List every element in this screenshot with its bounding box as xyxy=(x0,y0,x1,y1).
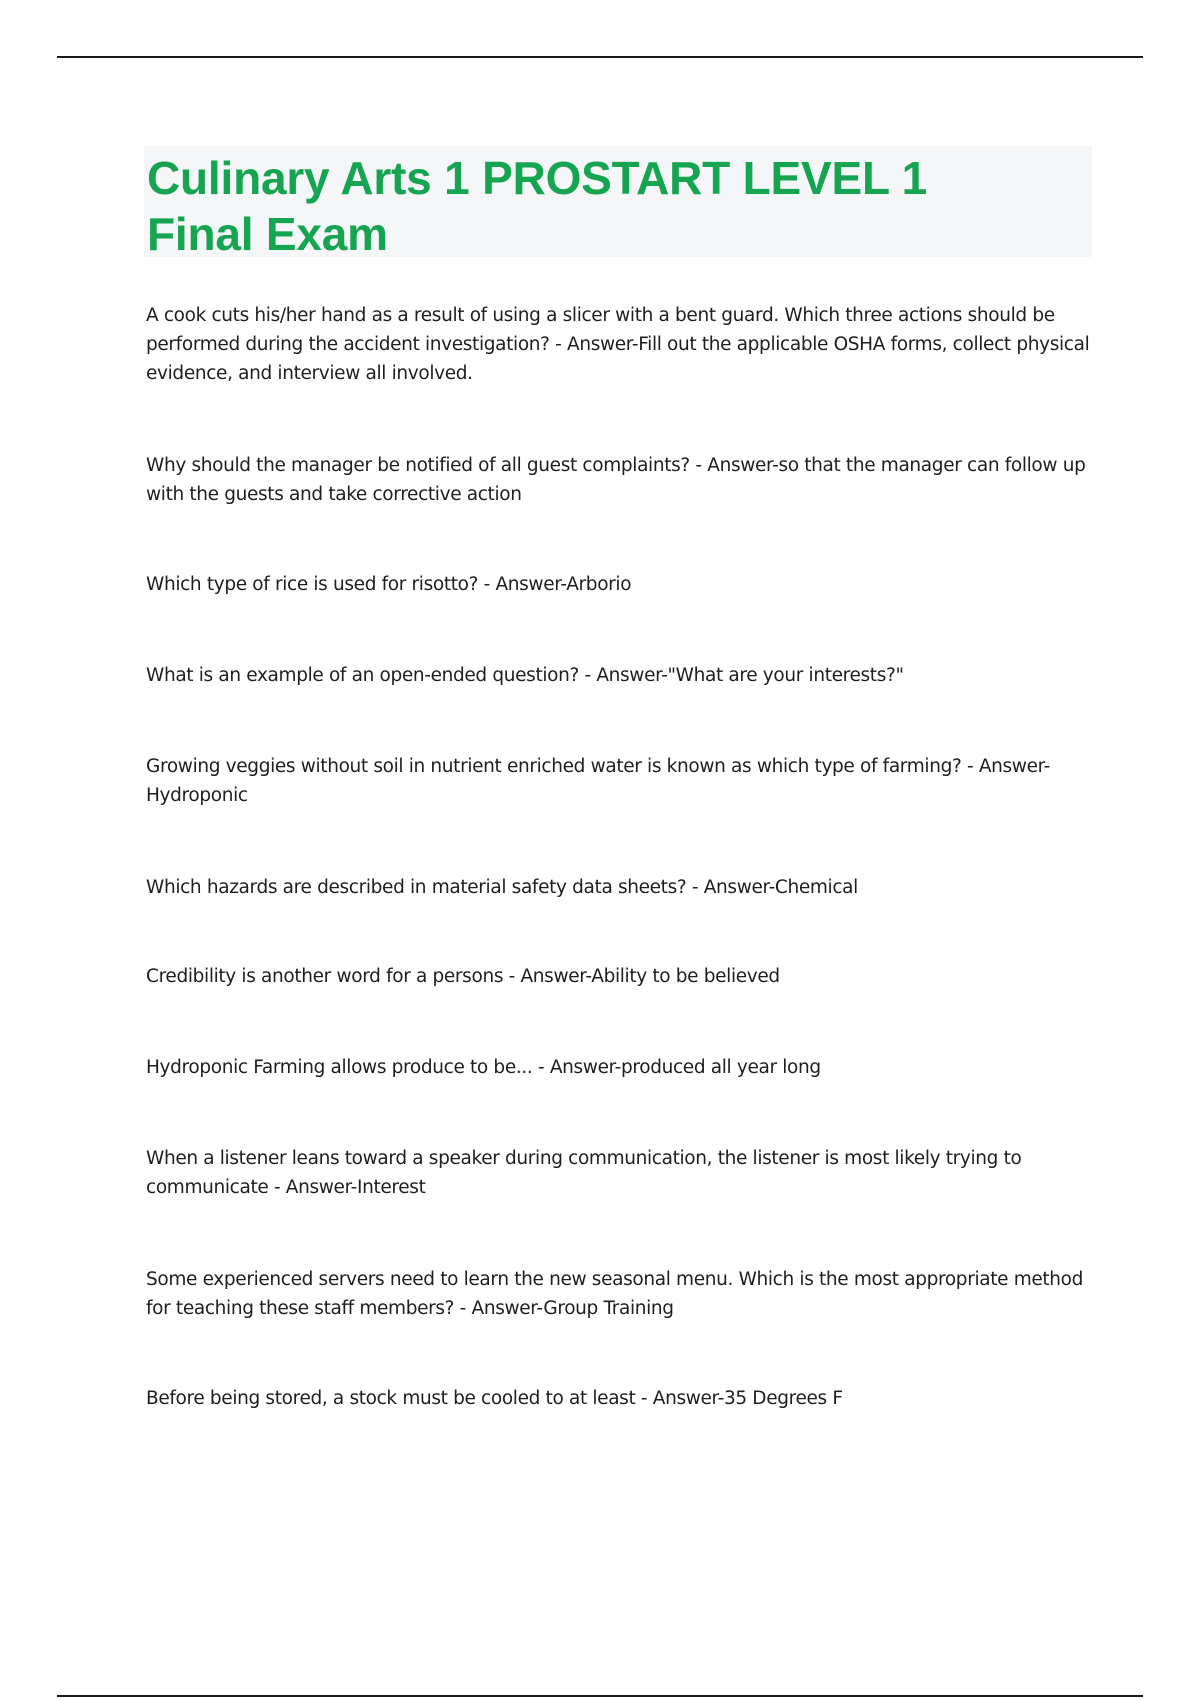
qa-item: Growing veggies without soil in nutrient enriched water is known as which type of farming? - Answer-Hydroponic xyxy=(146,756,1051,806)
footer-rule xyxy=(57,1695,1143,1697)
title-line-2: Final Exam xyxy=(147,208,388,260)
qa-item: When a listener leans toward a speaker during communication, the listener is most likely trying to communicate - Answer-Interest xyxy=(146,1148,1022,1198)
qa-item: A cook cuts his/her hand as a result of using a slicer with a bent guard. Which three actions should be performed during the accident investigation? - Answer-Fill out the applicable OSHA forms, collect physical evidence, and interview all involved. xyxy=(146,305,1090,384)
qa-item: Before being stored, a stock must be cooled to at least - Answer-35 Degrees F xyxy=(146,1388,843,1409)
qa-item: Why should the manager be notified of all guest complaints? - Answer-so that the manager can follow up with the guests and take corrective action xyxy=(146,455,1086,505)
qa-item: What is an example of an open-ended question? - Answer-"What are your interests?" xyxy=(146,665,904,686)
document-title xyxy=(147,150,1088,262)
qa-item: Which type of rice is used for risotto? - Answer-Arborio xyxy=(146,574,632,595)
qa-item: Some experienced servers need to learn the new seasonal menu. Which is the most appropriate method for teaching these staff members? - Answer-Group Training xyxy=(146,1269,1084,1319)
qa-item: Credibility is another word for a persons - Answer-Ability to be believed xyxy=(146,966,780,987)
qa-item: Hydroponic Farming allows produce to be... - Answer-produced all year long xyxy=(146,1057,821,1078)
title-line-1: Culinary Arts 1 PROSTART LEVEL 1 xyxy=(147,152,928,204)
header-rule xyxy=(57,56,1143,58)
qa-item: Which hazards are described in material safety data sheets? - Answer-Chemical xyxy=(146,877,858,898)
title-block xyxy=(144,146,1092,260)
